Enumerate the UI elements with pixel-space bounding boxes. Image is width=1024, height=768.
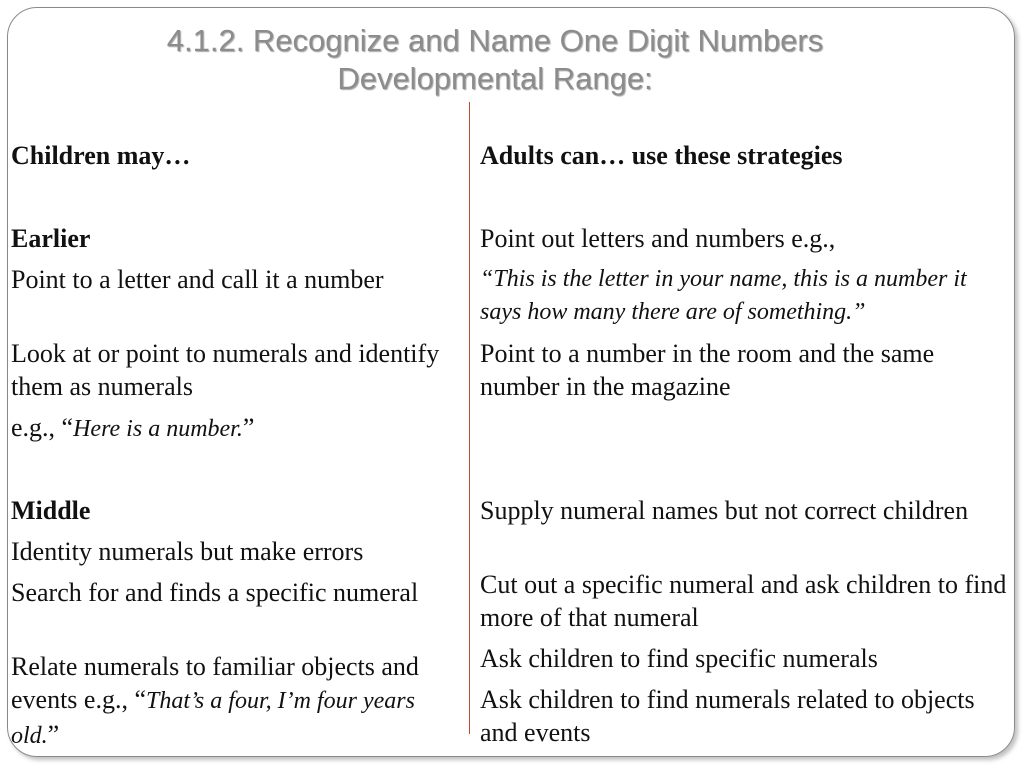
right-earlier-item-1: Point out letters and numbers e.g., xyxy=(480,224,836,253)
left-earlier-item-2: Look at or point to numerals and identify them as numerals xyxy=(11,339,440,401)
column-divider xyxy=(469,102,470,734)
slide-title xyxy=(0,22,990,98)
title-line-1: 4.1.2. Recognize and Name One Digit Numbers xyxy=(166,23,824,58)
example-prefix: e.g., “ xyxy=(11,413,74,442)
right-middle-item-2: Cut out a specific numeral and ask children to find more of that numeral xyxy=(480,570,1007,632)
right-middle-item-1: Supply numeral names but not correct children xyxy=(480,496,969,525)
left-middle-item-3-italic: That’s a four, I’m four years old. xyxy=(11,688,415,749)
children-header: Children may… xyxy=(11,141,191,170)
earlier-heading-left: Earlier xyxy=(11,224,91,253)
right-earlier-quote: “This is the letter in your name, this is a number it says how many there are of something.” xyxy=(480,266,967,325)
left-middle-item-2: Search for and finds a specific numeral xyxy=(11,578,419,607)
middle-heading-left: Middle xyxy=(11,496,91,525)
left-earlier-item-1: Point to a letter and call it a number xyxy=(11,265,384,294)
right-earlier-item-2: Point to a number in the room and the same number in the magazine xyxy=(480,339,935,401)
right-middle-item-4: Ask children to find numerals related to objects and events xyxy=(480,685,975,747)
adults-header: Adults can… use these strategies xyxy=(480,141,843,170)
left-earlier-example xyxy=(11,411,461,446)
right-middle-item-3: Ask children to find specific numerals xyxy=(480,644,878,673)
left-middle-item-3-suffix: ” xyxy=(47,720,60,749)
left-middle-item-3-text: Relate numerals to familiar objects and events e.g., “ xyxy=(11,652,419,714)
left-middle-item-1: Identity numerals but make errors xyxy=(11,537,364,566)
example-suffix: ” xyxy=(242,413,255,442)
left-middle-item-3 xyxy=(11,650,461,753)
title-line-2: Developmental Range: xyxy=(337,61,653,96)
example-italic: Here is a number. xyxy=(73,416,243,442)
